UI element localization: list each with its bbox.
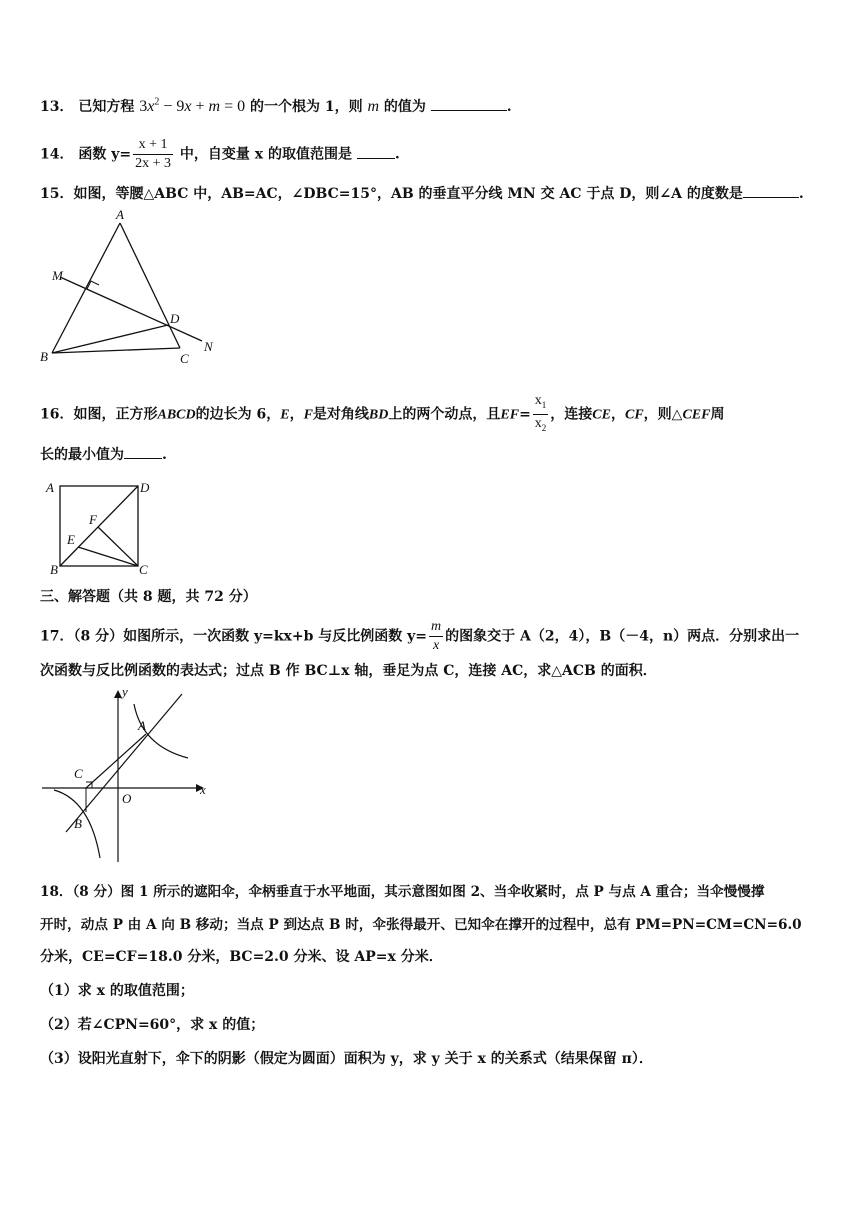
question-17-line2: 次函数与反比例函数的表达式；过点 B 作 BC⊥x 轴，垂足为点 C，连接 AC，求△ACB 的面积．: [40, 663, 657, 679]
label-C: C: [139, 562, 148, 577]
figure-16-square: [40, 472, 160, 577]
section-heading: 三、解答题（共 8 题，共 72 分）: [40, 589, 257, 605]
label-x: x: [200, 782, 206, 797]
label-A: A: [116, 207, 124, 222]
question-16-line2: 长的最小值为 .: [40, 447, 167, 463]
question-number: 16．: [40, 406, 74, 423]
question-16: 16．如图，正方形ABCD的边长为 6，E，F是对角线BD上的两个动点，且EF= $\frac{x_1}{x_2}$ ，连接CE，CF，则△CEF周: [40, 392, 724, 437]
figure-15-triangle: [30, 205, 230, 365]
question-18-line3: 分米，CE=CF=18.0 分米，BC=2.0 分米、设 AP=x 分米．: [40, 949, 443, 965]
label-A: A: [138, 718, 146, 733]
question-number: 14．: [40, 146, 74, 163]
label-y: y: [122, 684, 128, 699]
label-F: F: [89, 512, 97, 527]
question-17: 17．（8 分）如图所示，一次函数 y=kx+b 与反比例函数 y= $\frac{m}{x}$ 的图象交于 A（2，4），B（－4，n）两点．分别求出一: [40, 619, 800, 653]
fraction: $\frac{x_1}{x_2}$: [534, 393, 547, 433]
label-N: N: [204, 339, 213, 354]
label-D: D: [140, 480, 150, 495]
question-text: 的一个根为 1，则: [249, 99, 363, 115]
answer-blank: [124, 446, 162, 459]
question-text: 已知方程: [78, 99, 135, 115]
label-C: C: [180, 351, 189, 365]
answer-blank: [431, 98, 507, 111]
question-number: 13．: [40, 99, 74, 115]
question-18-part2: （2）若∠CPN=60°，求 x 的值；: [40, 1017, 265, 1033]
fraction: $\frac{x + 1}{2x + 3}$: [135, 137, 172, 171]
label-B: B: [50, 562, 58, 577]
equation: $3x^2 - 9x + m = 0$: [139, 96, 246, 115]
question-18-part1: （1）求 x 的取值范围；: [40, 983, 194, 999]
label-D: D: [170, 311, 180, 326]
question-text: 如图，等腰△ABC 中，AB=AC，∠DBC=15°，AB 的垂直平分线 MN 交 AC 于点 D，则∠A 的度数是: [73, 186, 743, 202]
variable-m: m: [367, 98, 380, 115]
label-B: B: [40, 349, 48, 364]
label-C: C: [74, 766, 83, 781]
question-14: 14． 函数 y= $\frac{x + 1}{2x + 3}$ 中，自变量 x 的取值范围是 .: [40, 137, 400, 171]
label-E: E: [67, 532, 75, 547]
question-text: 的值为: [383, 99, 426, 115]
label-B: B: [74, 816, 82, 831]
answer-blank: [357, 146, 395, 159]
question-13: 13． 已知方程 $3x^2 - 9x + m = 0$ 的一个根为 1，则 m 的值为 .: [40, 96, 512, 115]
question-18-line2: 开时，动点 P 由 A 向 B 移动；当点 P 到达点 B 时，伞张得最开、已知伞在撑开的过程中，总有 PM=PN=CM=CN=6.0: [40, 917, 802, 933]
figure-17-graph: [38, 682, 218, 864]
question-number: 15．: [40, 186, 74, 202]
label-A: A: [46, 480, 54, 495]
question-18-part3: （3）设阳光直射下，伞下的阴影（假定为圆面）面积为 y，求 y 关于 x 的关系式（结果保留 π）．: [40, 1051, 653, 1067]
question-18-line1: 18．（8 分）图 1 所示的遮阳伞，伞柄垂直于水平地面，其示意图如图 2、当伞收紧时，点 P 与点 A 重合；当伞慢慢撑: [40, 884, 765, 900]
answer-blank: [743, 185, 799, 198]
label-M: M: [52, 268, 63, 283]
question-text: 函数 y=: [78, 146, 132, 163]
fraction: $\frac{m}{x}$: [431, 619, 442, 653]
label-O: O: [122, 791, 132, 806]
question-text: 中，自变量 x 的取值范围是: [179, 146, 352, 163]
question-15: 15．如图，等腰△ABC 中，AB=AC，∠DBC=15°，AB 的垂直平分线 MN 交 AC 于点 D，则∠A 的度数是 .: [40, 186, 804, 202]
